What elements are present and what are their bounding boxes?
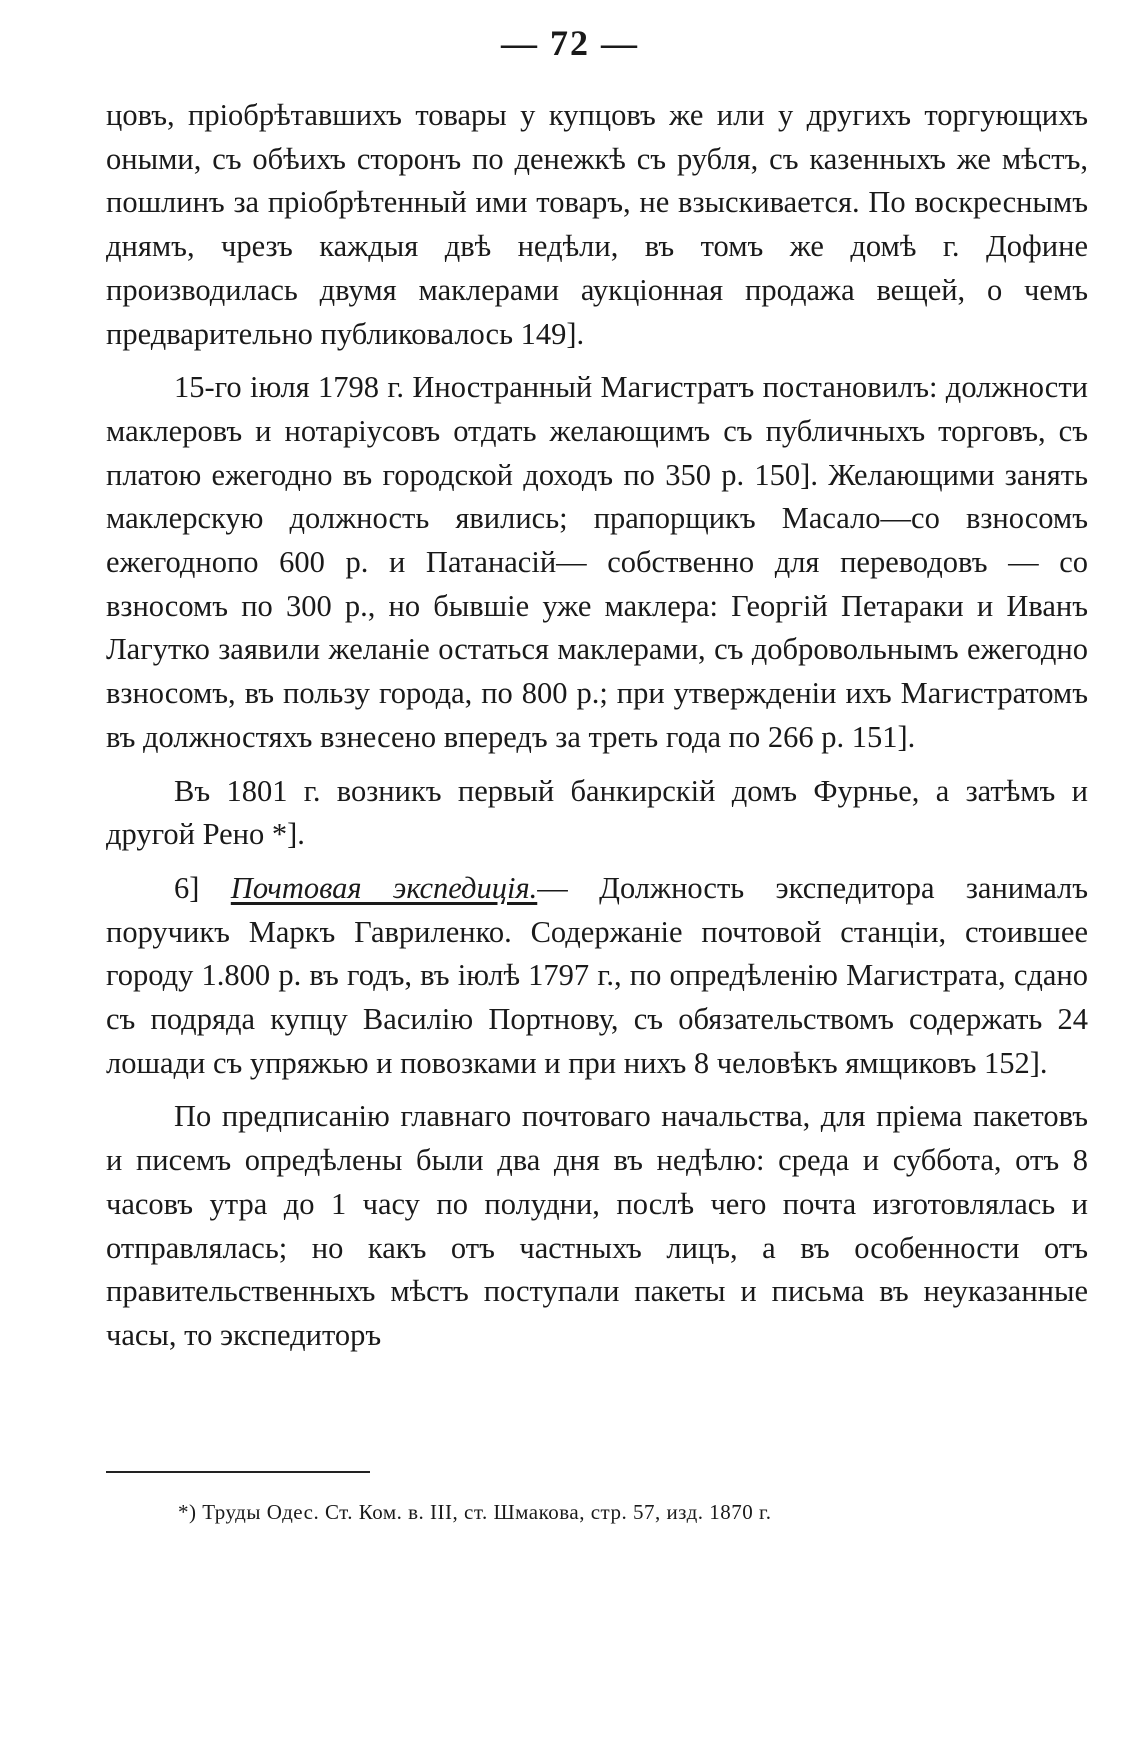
body-text [106,94,1088,1358]
section-number: 6] [174,870,200,905]
footnote: *) Труды Одес. Ст. Ком. в. III, ст. Шмакова, стр. 57, изд. 1870 г. [178,1500,772,1524]
paragraph-postal-schedule: По предписанію главнаго почтоваго начальства, для пріема пакетовъ и писемъ опредѣлены были два дня въ недѣлю: среда и суббота, отъ 8 часовъ утра до 1 часу по полудни, послѣ чего почта изготовлялась и отправлялась; но какъ отъ частныхъ лицъ, а въ особенности отъ правительственныхъ мѣстъ поступали пакеты и письма въ неуказанные часы, то экспедиторъ [106,1099,1088,1352]
section-body: — Должность экспедитора занималъ поручикъ Маркъ Гавриленко. Содержаніе почтовой станціи, стоившее городу 1.800 р. въ годъ, въ іюлѣ 1797 г., по опредѣленію Магистрата, сдано съ подряда купцу Василію Портнову, съ обязательствомъ содержать 24 лошади съ упряжью и повозками и при нихъ 8 человѣкъ ямщиковъ 152]. [106,870,1088,1080]
paragraph-magistrate-decision: 15-го іюля 1798 г. Иностранный Магистратъ постановилъ: должности маклеровъ и нотаріусовъ отдать желающимъ съ публичныхъ торговъ, съ платою ежегодно въ городской доходъ по 350 р. 150]. Желающими занять маклерскую должность явились; прапорщикъ Масало—со взносомъ ежегоднопо 600 р. и Патанасій— собственно для переводовъ — со взносомъ по 300 р., но бывшіе уже маклера: Георгій Петараки и Иванъ Лагутко заявили желаніе остаться маклерами, съ добровольнымъ ежегодно взносомъ, въ пользу города, по 800 р.; при утвержденіи ихъ Магистратомъ въ должностяхъ взнесено впередъ за треть года по 266 р. 151]. [106,370,1088,754]
footnote-divider [106,1471,370,1473]
paragraph-banking-house: Въ 1801 г. возникъ первый банкирскій домъ Фурнье, а затѣмъ и другой Рено *]. [106,773,1088,852]
paragraph-continuation: цовъ, пріобрѣтавшихъ товары у купцовъ же или у другихъ торгующихъ оными, съ обѣихъ сторонъ по денежкѣ съ рубля, съ казенныхъ же мѣстъ, пошлинъ за пріобрѣтенный ими товаръ, не взыскивается. По воскреснымъ днямъ, чрезъ каждыя двѣ недѣли, въ томъ же домѣ г. Дофине производилась двумя маклерами аукціонная продажа вещей, о чемъ предварительно публиковалось 149]. [106,98,1088,351]
paragraph-postal-expedition [106,867,1088,1086]
section-heading: Почтовая экспедиція. [230,870,538,905]
page-number: — 72 — [501,23,639,63]
